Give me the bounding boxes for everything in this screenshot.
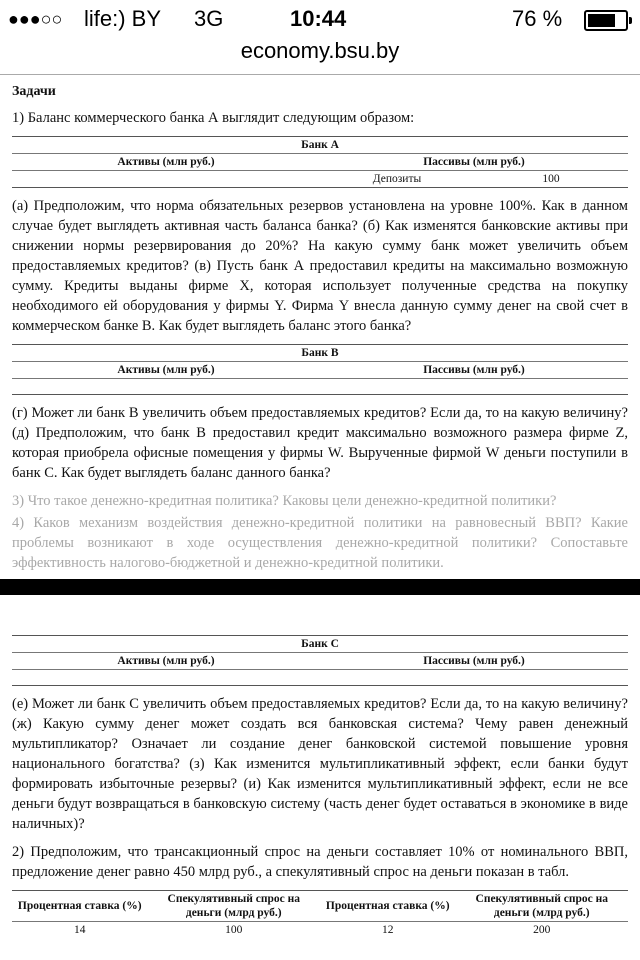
- battery-percent: 76 %: [512, 6, 563, 31]
- assets-header: Активы (млн руб.): [117, 156, 215, 168]
- assets-header: Активы (млн руб.): [117, 655, 215, 667]
- divider: [0, 74, 640, 75]
- carrier: life:) BY: [84, 6, 162, 31]
- task2-text: 2) Предположим, что трансакционный спрос на деньги составляет 10% от номинального ВВП, предложение денег равно 450 млрд руб., а спекулятивный спрос на деньги показан в табл.: [12, 844, 628, 880]
- faded-question-4: 4) Каков механизм воздействия денежно-кредитной политики на равновесный ВВП? Какие проблемы возникают в ходе осуществления денежно-кредитной политики? Сопоставьте эффективность налогово-бюджетной и денежно-кредитной политики.: [12, 515, 628, 571]
- status-bar: [0, 0, 640, 40]
- assets-header: Активы (млн руб.): [117, 364, 215, 376]
- header-demand: Спекулятивный спрос на деньги (млрд руб.): [475, 893, 608, 919]
- faded-question-3: 3) Что такое денежно-кредитная политика? Каковы цели денежно-кредитной политики?: [12, 493, 557, 509]
- bank-b-title: Банк B: [301, 347, 339, 359]
- deposits-label: Депозиты: [372, 173, 422, 185]
- bank-c-table: [12, 635, 628, 686]
- background-page-text: [12, 491, 628, 573]
- header-demand: Спекулятивный спрос на деньги (млрд руб.): [167, 893, 300, 919]
- speculative-demand-table: [12, 890, 628, 938]
- cell: 100: [225, 924, 243, 936]
- paragraph-e: (е) Может ли банк C увеличить объем предоставляемых кредитов? Если да, то на какую величину? (ж) Какую сумму денег может создать вся банковская система? Чему равен денежный мультипликатор? Означает ли создание денег банковской системой повышение уровня национального богатства? (з) Как изменится мультипликативный эффект, если банки будут формировать избыточные резервы? (и) Как изменится мультипликативный эффект, если не все деньги будут возвращаться в банковскую систему (часть денег будет оставаться в экономике в виде наличных)?: [12, 696, 628, 832]
- liabilities-header: Пассивы (млн руб.): [423, 655, 525, 667]
- cell: 12: [381, 924, 394, 936]
- url-bar[interactable]: economy.bsu.by: [240, 38, 400, 63]
- header-rate: Процентная ставка (%): [325, 900, 450, 912]
- signal-icon: ●●●○○: [8, 9, 63, 29]
- section-title: Задачи: [12, 84, 56, 99]
- cell: 14: [74, 924, 86, 936]
- header-rate: Процентная ставка (%): [17, 900, 142, 912]
- clock: 10:44: [290, 6, 347, 31]
- liabilities-header: Пассивы (млн руб.): [423, 364, 525, 376]
- deposits-value: 100: [542, 173, 560, 185]
- cell: 200: [533, 924, 551, 936]
- battery-icon: [584, 10, 628, 31]
- bank-a-title: Банк А: [301, 139, 339, 151]
- task1-intro: 1) Баланс коммерческого банка А выглядит следующим образом:: [12, 110, 415, 126]
- bank-a-table: [12, 136, 628, 188]
- bank-b-table: [12, 344, 628, 395]
- network: 3G: [194, 6, 224, 31]
- page-separator: [0, 579, 640, 595]
- paragraph-g: (г) Может ли банк B увеличить объем предоставляемых кредитов? Если да, то на какую величину? (д) Предположим, что банк B предоставил кредит максимально возможного размера фирме Z, которая приобрела офисные помещения у фирмы W. Вырученные фирмой W деньги поступили в банк C. Как будет выглядеть баланс данного банка?: [12, 405, 628, 481]
- bank-c-title: Банк C: [301, 638, 339, 650]
- liabilities-header: Пассивы (млн руб.): [423, 156, 525, 168]
- document-content: [0, 82, 640, 946]
- paragraph-a: (а) Предположим, что норма обязательных резервов установлена на уровне 100%. Как в данном случае будет выглядеть активная часть баланса банка? (б) Как изменятся банковские активы при снижении нормы резервирования до 20%? На какую сумму банк может увеличить объем предоставляемых кредитов? (в) Пусть банк А предоставил кредиты на максимально возможную сумму. Кредиты выданы фирме X, которая использует полученные средства на покупку необходимого ей оборудования у фирмы Y. Фирма Y внесла данную сумму денег на свой счет в коммерческом банке B. Как будет выглядеть баланс этого банка?: [12, 198, 628, 334]
